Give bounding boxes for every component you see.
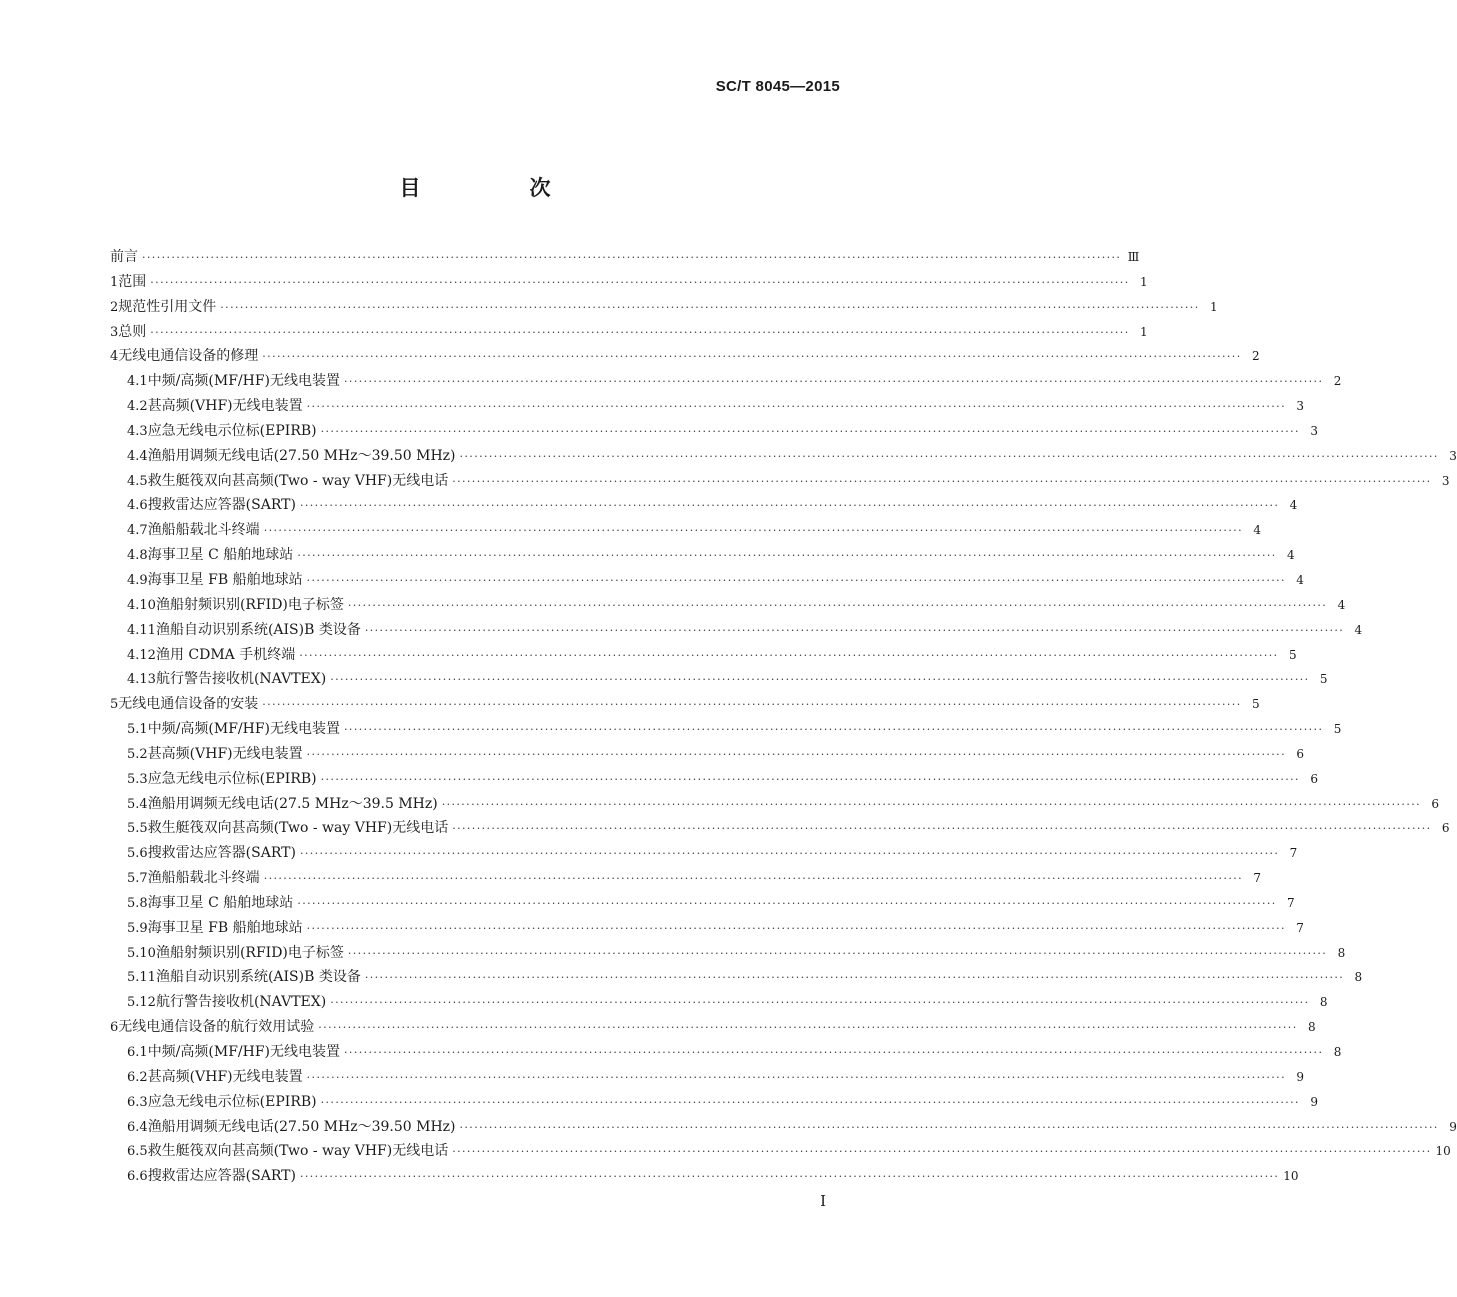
dot-leader: ········································································································································································································ xyxy=(306,400,1286,414)
toc-entry-number: 4.12 xyxy=(127,647,156,663)
toc-entry-title: 无线电通信设备的安装 xyxy=(118,696,259,713)
toc-entry[interactable] xyxy=(110,345,1260,370)
toc-entry-title: 航行警告接收机(NAVTEX) xyxy=(155,994,327,1011)
toc-entry-page: 4 xyxy=(1354,622,1363,637)
dot-leader: ········································································································································································································ xyxy=(452,474,1432,488)
toc-entry-title: 渔船自动识别系统(AIS)B 类设备 xyxy=(155,621,361,638)
toc-entry-title: 搜救雷达应答器(SART) xyxy=(147,845,296,862)
toc-entry[interactable] xyxy=(110,246,1140,271)
dot-leader: ········································································································································································································ xyxy=(459,449,1439,463)
toc-entry-page: 5 xyxy=(1288,647,1297,662)
toc-entry-number: 6.6 xyxy=(127,1169,148,1185)
toc-entry-number: 2 xyxy=(110,299,119,315)
toc-entry-page: 4 xyxy=(1253,523,1262,538)
toc-entry-page: 4 xyxy=(1296,572,1304,587)
toc-entry[interactable] xyxy=(110,966,1363,991)
toc-entry-title: 应急无线电示位标(EPIRB) xyxy=(147,770,317,787)
toc-entry[interactable] xyxy=(110,768,1318,793)
toc-entry-title: 救生艇筏双向甚高频(Two - way VHF)无线电话 xyxy=(147,820,449,837)
toc-entry-page: 5 xyxy=(1319,672,1328,687)
toc-entry-title: 规范性引用文件 xyxy=(118,298,217,315)
toc-entry-title: 甚高频(VHF)无线电装置 xyxy=(147,745,303,762)
dot-leader: ········································································································································································································ xyxy=(299,847,1280,861)
toc-entry-page: 4 xyxy=(1337,597,1346,612)
dot-leader: ········································································································································································································ xyxy=(306,747,1286,761)
dot-leader: ········································································································································································································ xyxy=(263,872,1244,886)
dot-leader: ········································································································································································································ xyxy=(320,772,1300,786)
toc-entry-page: 4 xyxy=(1289,498,1298,513)
toc-entry-page: 6 xyxy=(1296,746,1304,761)
toc-entry[interactable] xyxy=(110,1041,1342,1066)
toc-entry-title: 渔船船载北斗终端 xyxy=(147,522,260,539)
toc-entry-number: 5 xyxy=(110,697,119,713)
toc-entry[interactable] xyxy=(110,296,1218,321)
toc-entry-page: 5 xyxy=(1333,722,1342,737)
toc-entry[interactable] xyxy=(110,271,1148,296)
toc-entry-page: 10 xyxy=(1283,1169,1299,1184)
dot-leader: ········································································································································································································ xyxy=(347,598,1328,612)
toc-entry-title: 搜救雷达应答器(SART) xyxy=(147,497,296,514)
toc-entry-page: 3 xyxy=(1296,399,1304,414)
toc-entry-number: 5.5 xyxy=(127,821,148,837)
toc-entry[interactable] xyxy=(110,867,1262,892)
toc-entry-page: 7 xyxy=(1289,846,1298,861)
toc-entry-number: 6.2 xyxy=(127,1069,148,1085)
toc-entry-page: 6 xyxy=(1310,771,1318,786)
toc-entry-title: 海事卫星 C 船舶地球站 xyxy=(147,547,294,564)
toc-entry[interactable] xyxy=(110,370,1342,395)
toc-entry[interactable] xyxy=(110,321,1148,346)
toc-entry[interactable] xyxy=(110,842,1298,867)
toc-entry-number: 5.7 xyxy=(127,871,148,887)
toc-entry-number: 5.2 xyxy=(127,746,148,762)
toc-entry-number: 6.1 xyxy=(127,1045,148,1060)
dot-leader: ········································································································································································································ xyxy=(344,375,1324,389)
toc-entry-number: 4.3 xyxy=(127,423,148,439)
dot-leader: ········································································································································································································ xyxy=(220,300,1200,314)
toc-entry[interactable] xyxy=(110,445,1457,470)
footer-page-number: Ⅰ xyxy=(820,1192,826,1210)
toc-entry-number: 5.4 xyxy=(127,796,148,812)
toc-entry-title: 应急无线电示位标(EPIRB) xyxy=(147,1093,317,1110)
toc-entry-page: 7 xyxy=(1287,895,1295,910)
dot-leader: ········································································································································································································ xyxy=(452,822,1432,836)
dot-leader: ········································································································································································································ xyxy=(344,723,1324,737)
toc-entry[interactable] xyxy=(110,942,1346,967)
toc-entry-page: 9 xyxy=(1296,1069,1304,1084)
dot-leader: ········································································································································································································ xyxy=(347,946,1328,960)
toc-entry-number: 4.11 xyxy=(127,622,156,638)
toc-entry[interactable] xyxy=(110,668,1328,693)
dot-leader: ········································································································································································································ xyxy=(299,648,1279,662)
toc-entry-page: 5 xyxy=(1251,697,1260,712)
toc-entry-title: 航行警告接收机(NAVTEX) xyxy=(155,671,327,688)
toc-entry-page: Ⅲ xyxy=(1127,250,1140,264)
toc-entry-title: 总则 xyxy=(118,323,147,340)
toc-entry-number: 5.11 xyxy=(127,970,156,986)
toc-entry-number: 4.2 xyxy=(127,399,148,415)
toc-entry-page: 1 xyxy=(1139,324,1148,339)
toc-entry-number: 4.9 xyxy=(127,572,148,588)
toc-entry-number: 5.9 xyxy=(127,920,148,936)
toc-entry-title: 中频/高频(MF/HF)无线电装置 xyxy=(147,1044,341,1060)
toc-entry-title: 海事卫星 C 船舶地球站 xyxy=(147,894,294,911)
toc-entry-page: 8 xyxy=(1354,970,1363,985)
dot-leader: ········································································································································································································ xyxy=(441,797,1422,811)
toc-entry[interactable] xyxy=(110,1116,1457,1141)
toc-entry-page: 2 xyxy=(1251,349,1260,364)
toc-entry[interactable] xyxy=(110,1165,1299,1190)
dot-leader: ········································································································································································································ xyxy=(262,698,1242,712)
toc-entry-page: 8 xyxy=(1337,945,1346,960)
toc-entry-title: 范围 xyxy=(118,273,147,290)
toc-entry-number: 4.7 xyxy=(127,523,148,539)
toc-entry-title: 渔船射频识别(RFID)电子标签 xyxy=(155,944,344,961)
toc-entry-page: 3 xyxy=(1441,473,1450,488)
dot-leader: ········································································································································································································ xyxy=(150,325,1130,339)
dot-leader: ········································································································································································································ xyxy=(142,251,1122,264)
toc-entry-title: 渔船用调频无线电话(27.50 MHz～39.50 MHz) xyxy=(147,1118,456,1135)
toc-entry-title: 中频/高频(MF/HF)无线电装置 xyxy=(147,373,341,390)
toc-entry[interactable] xyxy=(110,544,1295,569)
standard-code: SC/T 8045—2015 xyxy=(715,78,840,95)
dot-leader: ········································································································································································································ xyxy=(306,1070,1286,1084)
dot-leader: ········································································································································································································ xyxy=(318,1021,1298,1035)
toc-entry[interactable] xyxy=(110,817,1450,842)
dot-leader: ········································································································································································································ xyxy=(262,350,1242,364)
toc-entry[interactable] xyxy=(110,470,1450,495)
toc-entry-title: 渔船射频识别(RFID)电子标签 xyxy=(155,596,344,613)
toc-entry-number: 5.12 xyxy=(127,995,156,1011)
toc-entry[interactable] xyxy=(110,793,1440,818)
toc-entry[interactable] xyxy=(110,619,1363,644)
toc-entry[interactable] xyxy=(110,644,1297,669)
toc-entry[interactable] xyxy=(110,1091,1318,1116)
toc-entry-number: 4 xyxy=(110,349,119,365)
toc-entry-number: 3 xyxy=(110,324,119,340)
dot-leader: ········································································································································································································ xyxy=(320,1095,1300,1109)
toc-entry-title: 渔用 CDMA 手机终端 xyxy=(155,646,296,663)
dot-leader: ········································································································································································································ xyxy=(150,275,1130,289)
dot-leader: ········································································································································································································ xyxy=(330,996,1310,1010)
toc-entry-page: 9 xyxy=(1449,1119,1457,1134)
toc-entry[interactable] xyxy=(110,917,1304,942)
toc-entry-number: 1 xyxy=(110,274,119,290)
toc-entry-page: 1 xyxy=(1139,274,1148,289)
toc-entry-number: 6.3 xyxy=(127,1094,148,1110)
page-title: 目 次 xyxy=(399,176,595,200)
dot-leader: ········································································································································································································ xyxy=(299,1170,1280,1184)
toc-entry[interactable] xyxy=(110,494,1298,519)
toc-entry[interactable] xyxy=(110,1140,1451,1165)
dot-leader: ········································································································································································································ xyxy=(297,896,1277,910)
toc-entry-number: 5.10 xyxy=(127,945,156,961)
toc-entry-number: 4.1 xyxy=(127,374,148,390)
toc-entry-page: 4 xyxy=(1287,548,1295,563)
toc-entry-title: 搜救雷达应答器(SART) xyxy=(147,1168,296,1185)
dot-leader: ········································································································································································································ xyxy=(452,1145,1432,1159)
dot-leader: ········································································································································································································ xyxy=(297,549,1277,563)
dot-leader: ········································································································································································································ xyxy=(263,524,1244,538)
toc-entry-number: 6.5 xyxy=(127,1144,148,1160)
toc-entry-number: 5.3 xyxy=(127,771,148,787)
toc-entry-number: 4.4 xyxy=(127,448,148,464)
toc-entry-number: 5.6 xyxy=(127,846,148,862)
toc-entry-title: 甚高频(VHF)无线电装置 xyxy=(147,1068,303,1085)
dot-leader: ········································································································································································································ xyxy=(306,573,1286,587)
toc-entry[interactable] xyxy=(110,569,1304,594)
toc-entry-page: 6 xyxy=(1431,796,1440,811)
toc-entry-number: 5.1 xyxy=(127,722,148,738)
dot-leader: ········································································································································································································ xyxy=(330,673,1310,687)
toc-entry[interactable] xyxy=(110,743,1304,768)
toc-entry-page: 6 xyxy=(1441,821,1450,836)
toc-entry[interactable] xyxy=(110,991,1328,1016)
toc-entry-number: 4.6 xyxy=(127,498,148,514)
dot-leader: ········································································································································································································ xyxy=(306,921,1286,935)
dot-leader: ········································································································································································································ xyxy=(299,499,1280,513)
toc-entry-title: 前言 xyxy=(110,249,138,265)
toc-entry[interactable] xyxy=(110,718,1342,743)
toc-entry-title: 海事卫星 FB 船舶地球站 xyxy=(147,571,303,588)
table-of-contents xyxy=(110,246,1457,1190)
toc-entry-page: 8 xyxy=(1307,1020,1316,1035)
dot-leader: ········································································································································································································ xyxy=(344,1046,1324,1059)
toc-entry[interactable] xyxy=(110,519,1262,544)
toc-entry-title: 救生艇筏双向甚高频(Two - way VHF)无线电话 xyxy=(147,1143,449,1160)
toc-entry-page: 8 xyxy=(1333,1045,1342,1059)
toc-entry-page: 3 xyxy=(1310,423,1318,438)
toc-entry[interactable] xyxy=(110,693,1260,718)
toc-entry[interactable] xyxy=(110,1016,1316,1041)
toc-entry-title: 救生艇筏双向甚高频(Two - way VHF)无线电话 xyxy=(147,472,449,489)
toc-entry-number: 4.8 xyxy=(127,548,148,564)
toc-entry[interactable] xyxy=(110,420,1318,445)
dot-leader: ········································································································································································································ xyxy=(364,971,1345,985)
toc-entry-page: 3 xyxy=(1449,448,1457,463)
toc-entry-title: 无线电通信设备的修理 xyxy=(118,348,259,365)
toc-entry-number: 4.13 xyxy=(127,672,156,688)
toc-entry[interactable] xyxy=(110,395,1304,420)
toc-entry[interactable] xyxy=(110,594,1346,619)
toc-entry-title: 渔船用调频无线电话(27.50 MHz～39.50 MHz) xyxy=(147,447,456,464)
dot-leader: ········································································································································································································ xyxy=(320,424,1300,438)
toc-entry-title: 渔船船载北斗终端 xyxy=(147,870,260,887)
toc-entry-title: 海事卫星 FB 船舶地球站 xyxy=(147,919,303,936)
toc-entry-page: 9 xyxy=(1310,1094,1318,1109)
toc-entry-title: 无线电通信设备的航行效用试验 xyxy=(118,1019,315,1036)
toc-entry-title: 应急无线电示位标(EPIRB) xyxy=(147,422,317,439)
toc-entry-page: 2 xyxy=(1333,374,1342,389)
toc-entry-number: 6.4 xyxy=(127,1119,148,1135)
toc-entry-number: 4.5 xyxy=(127,473,148,489)
toc-entry-page: 1 xyxy=(1209,299,1218,314)
toc-entry-title: 甚高频(VHF)无线电装置 xyxy=(147,398,303,415)
toc-entry-page: 10 xyxy=(1435,1144,1451,1159)
toc-entry-title: 中频/高频(MF/HF)无线电装置 xyxy=(147,721,341,738)
toc-entry[interactable] xyxy=(110,892,1295,917)
toc-entry-title: 渔船自动识别系统(AIS)B 类设备 xyxy=(155,969,361,986)
dot-leader: ········································································································································································································ xyxy=(364,623,1345,637)
toc-entry-page: 7 xyxy=(1253,871,1262,886)
toc-entry-number: 6 xyxy=(110,1020,119,1036)
toc-entry[interactable] xyxy=(110,1066,1304,1091)
toc-entry-number: 4.10 xyxy=(127,597,156,613)
toc-entry-number: 5.8 xyxy=(127,895,148,911)
toc-entry-page: 8 xyxy=(1319,995,1328,1010)
dot-leader: ········································································································································································································ xyxy=(459,1120,1439,1134)
toc-entry-page: 7 xyxy=(1296,920,1304,935)
toc-entry-title: 渔船用调频无线电话(27.5 MHz～39.5 MHz) xyxy=(147,795,438,812)
